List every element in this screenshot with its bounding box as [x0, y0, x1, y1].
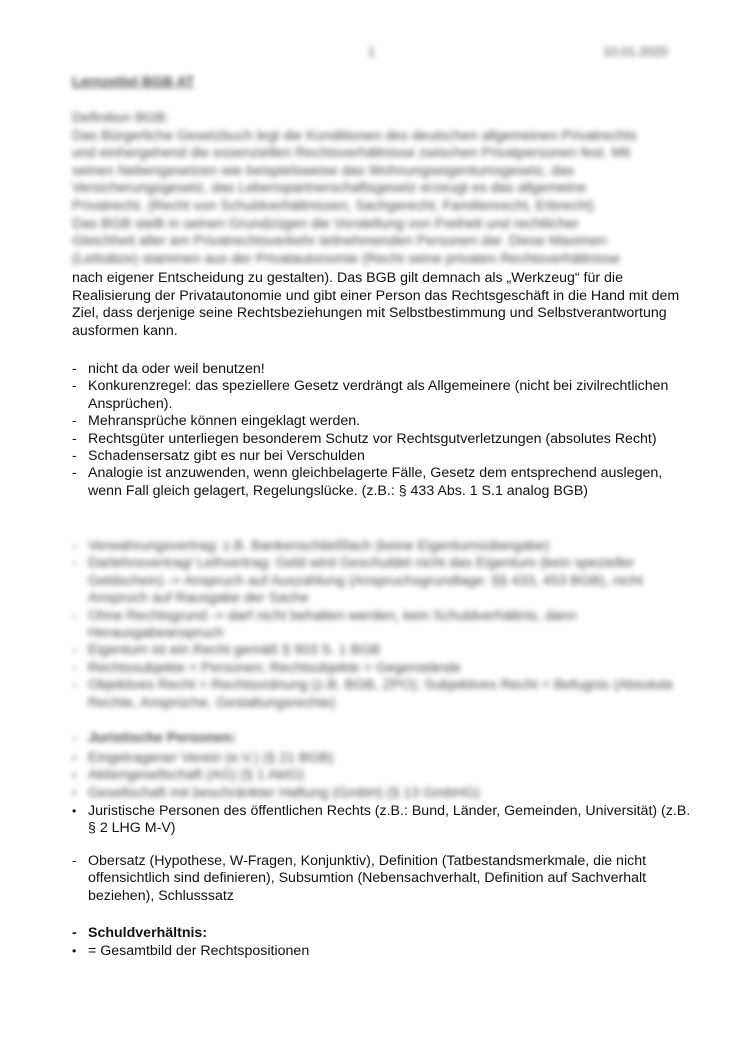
- dash-bullet-icon: -: [72, 378, 77, 395]
- obersatz-list: [72, 853, 692, 905]
- dash-bullet-icon: -: [72, 361, 77, 377]
- dash-bullet-icon: -: [72, 607, 77, 624]
- intro-line: Gleichheit aller am Privatrechtsverkehr teilnehmenden Personen dar. Diese Maximen: [72, 233, 607, 250]
- list-item: - Rechtsgüter unterliegen besonderem Schutz vor Rechtsgutverletzungen (absolutes Recht): [72, 430, 657, 447]
- dash-bullet-icon: -: [72, 430, 77, 447]
- dash-bullet-icon: -: [72, 659, 77, 676]
- list-item: - Verwahrungsvertrag: z.B. Bankenschließfach (keine Eigentumsübergabe): [72, 538, 550, 554]
- schuld-heading-list: [72, 925, 692, 942]
- dot-bullet-icon: •: [72, 944, 77, 958]
- dash-bullet-icon: -: [72, 853, 77, 869]
- list-item: - nicht da oder weil benutzen!: [72, 361, 265, 377]
- intro-line: Das BGB stellt in seinen Grundzügen die Vorstellung von Freiheit und rechtlicher: [72, 215, 580, 232]
- notes-list-2: [72, 538, 692, 712]
- intro-blurred: [72, 110, 682, 268]
- list-item: - Mehransprüche können eingeklagt werden.: [72, 413, 361, 430]
- intro-line: Privatrecht. (Recht von Schuldverhältnissen, Sachgerecht, Familienrecht, Erbrecht): [72, 197, 595, 214]
- document-title: Lernzettel BGB AT: [72, 73, 195, 89]
- list-item: - Rechtssubjekte = Personen; Rechtsobjekte = Gegenstände: [72, 659, 462, 676]
- list-item: - Objektives Recht = Rechtsordnung (z.B. BGB, ZPO); Subjektives Recht = Befugnis (Absolute Rechte, Ansprüche, Gestaltungsrechte): [72, 677, 674, 711]
- list-item: • = Gesamtbild der Rechtspositionen: [72, 943, 310, 959]
- list-item: - Eigentum ist ein Recht gemäß § 903 S. 1 BGB: [72, 642, 381, 659]
- dot-bullet-icon: •: [72, 804, 77, 818]
- intro-visible-paragraph: nach eigener Entscheidung zu gestalten). Das BGB gilt demnach als „Werkzeug“ für die Realisierung der Privatautonomie und gibt einer Person das Rechtsgeschäft in die Hand mit dem Ziel, dass derjenige seine Rechtsbeziehungen mit Selbstbestimmung und Selbstverantwortung ausformen kann.: [72, 270, 680, 339]
- dot-bullet-icon: •: [72, 768, 77, 783]
- dash-bullet-icon: -: [72, 555, 77, 572]
- section-heading: Juristische Personen:: [88, 730, 237, 746]
- notes-list-3: [72, 750, 692, 802]
- list-item: [72, 925, 692, 942]
- intro-line: Das Bürgerliche Gesetzbuch legt die Konditionen des deutschen allgemeinen Privatrechts: [72, 127, 637, 144]
- dot-bullet-icon: •: [72, 751, 77, 765]
- dash-bullet-icon: -: [72, 413, 77, 430]
- intro-line: seinen Nebengesetzen wie beispielsweise das Wohnungseigentumsgesetz, das: [72, 162, 575, 179]
- list-item: - Obersatz (Hypothese, W-Fragen, Konjunktiv), Definition (Tatbestandsmerkmale, die nicht offensichtlich sind definieren), Subsumtion (Nebensachverhalt, Definition auf Sachverhalt beziehen), Schlusssatz: [72, 853, 647, 904]
- schuld-list: [72, 943, 692, 960]
- list-item: - Ohne Rechtsgrund -> darf nicht behalten werden, kein Schuldverhältnis, dann Herausgabeanspruch: [72, 607, 577, 642]
- dash-bullet-icon: -: [72, 730, 77, 746]
- dash-bullet-icon: -: [72, 465, 77, 482]
- dot-bullet-icon: •: [72, 785, 77, 800]
- list-item: [72, 730, 692, 747]
- dash-bullet-icon: -: [72, 925, 77, 941]
- header-date: 10.01.2020: [603, 44, 669, 59]
- dash-bullet-icon: -: [72, 538, 77, 554]
- list-item: • Gesellschaft mit beschränkter Haftung (GmbH) (§ 13 GmbHG): [72, 784, 480, 801]
- notes-list-1: [72, 361, 692, 500]
- dash-bullet-icon: -: [72, 448, 77, 465]
- list-item: - Darlehnsvertrag/ Leihvertrag: Geld wird Geschuldet nicht das Eigentum (kein spezieller Geldschein) -> Anspruch auf Auszahlung (Anspruchsgrundlage: §§ 433, 453 BGB), nicht Anspruch auf Rausgabe der Sache: [72, 555, 643, 607]
- section-heading: Schuldverhältnis:: [88, 925, 208, 941]
- intro-line: und einhergehend die essenziellen Rechtsverhältnisse zwischen Privatpersonen fest. Mit: [72, 145, 631, 162]
- list-item: • Aktiengesellschaft (AG) (§ 1 AktG): [72, 767, 305, 784]
- list-item: - Analogie ist anzuwenden, wenn gleichbelagerte Fälle, Gesetz dem entsprechend auslegen, wenn Fall gleich gelagert, Regelungslücke. (z.B.: § 433 Abs. 1 S.1 analog BGB): [72, 465, 663, 499]
- intro-line: (Leitsätze) stammen aus der Privatautonomie (Recht seine privaten Rechtsverhältnisse: [72, 250, 621, 267]
- juristische-heading-list: [72, 730, 692, 747]
- notes-list-3-visible: [72, 803, 692, 838]
- list-item: - Konkurenzregel: das speziellere Gesetz verdrängt als Allgemeinere (nicht bei zivilrechtlichen Ansprüchen).: [72, 378, 669, 412]
- page-number: 1: [368, 44, 376, 59]
- intro-line: Versicherungsgesetz, das Lebenspartnerschaftsgesetz erzeugt es das allgemeine: [72, 180, 587, 197]
- list-item: • Eingetragener Verein (e.V.) (§ 21 BGB): [72, 750, 334, 766]
- dash-bullet-icon: -: [72, 642, 77, 659]
- list-item: • Juristische Personen des öffentlichen Rechts (z.B.: Bund, Länder, Gemeinden, Universität) (z.B. § 2 LHG M-V): [72, 803, 691, 837]
- list-item: - Schadensersatz gibt es nur bei Verschulden: [72, 448, 365, 465]
- dash-bullet-icon: -: [72, 677, 77, 694]
- intro-line: Definition BGB:: [72, 110, 169, 126]
